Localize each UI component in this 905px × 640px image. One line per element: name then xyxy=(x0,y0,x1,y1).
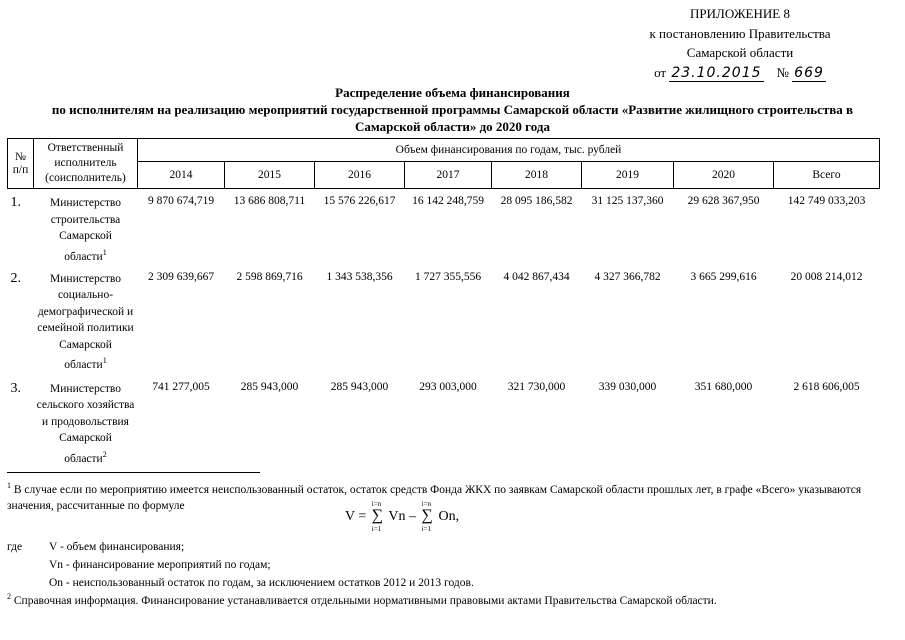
appendix-line-2: Самарской области xyxy=(686,45,794,60)
formula-term-vn: Vn – xyxy=(388,509,417,524)
where-vn: Vn - финансирование мероприятий по годам; xyxy=(49,559,271,571)
header-year-2015: 2015 xyxy=(225,162,315,189)
table-row xyxy=(8,265,880,375)
appendix-line-1: к постановлению Правительства xyxy=(649,25,831,41)
handwritten-number: 669 xyxy=(794,64,824,81)
row-value-2017: 16 142 248,759 xyxy=(412,195,484,207)
footnote-2-text: Справочная информация. Финансирование устанавливается отдельными нормативными правовыми актами Правительства Самарской области. xyxy=(13,594,717,607)
footnote-1-mark: 1 xyxy=(7,481,11,490)
sum-symbol: ∑ i=n i=1 xyxy=(421,500,433,533)
footnote-2-mark: 2 xyxy=(7,592,11,601)
header-executor: Ответственный исполнитель (соисполнитель) xyxy=(34,139,138,189)
row-value-2015: 13 686 808,711 xyxy=(233,195,306,207)
row-number: 1. xyxy=(10,195,21,210)
header-year-2020: 2020 xyxy=(674,162,774,189)
appendix-title: ПРИЛОЖЕНИЕ 8 xyxy=(690,6,790,21)
funding-table xyxy=(7,138,880,467)
row-value-2019: 4 327 366,782 xyxy=(594,270,661,283)
header-funding: Объем финансирования по годам, тыс. рублей xyxy=(138,139,880,162)
header-year-2018: 2018 xyxy=(492,162,582,189)
row-value-2018: 28 095 186,582 xyxy=(500,195,573,207)
formula-term-on: On, xyxy=(438,509,460,524)
where-on: On - неиспользованный остаток по годам, за исключением остатков 2012 и 2013 годов. xyxy=(49,577,474,589)
title-line-3: Самарской области» до 2020 года xyxy=(355,119,550,134)
formula-lhs: V = xyxy=(345,509,367,524)
row-value-2019: 339 030,000 xyxy=(598,380,657,393)
handwritten-date: 23.10.2015 xyxy=(671,64,762,81)
row-value-2014: 2 309 639,667 xyxy=(147,270,215,283)
row-number: 2. xyxy=(10,270,21,286)
from-label: от xyxy=(654,64,667,80)
footnote-ref: 2 xyxy=(102,449,107,459)
row-value-total: 20 008 214,012 xyxy=(790,270,863,283)
row-value-2018: 4 042 867,434 xyxy=(503,270,570,283)
where-label: где xyxy=(7,541,23,553)
row-executor: Министерство строительства Самарской области$^1$ xyxy=(50,197,121,263)
row-value-2016: 1 343 538,356 xyxy=(326,270,393,283)
formula xyxy=(345,500,505,537)
header-total: Всего xyxy=(774,162,880,189)
sum-symbol: ∑ i=n i=1 xyxy=(371,500,384,533)
row-value-2016: 15 576 226,617 xyxy=(323,195,396,207)
row-executor: Министерство сельского хозяйства и продовольствия Самарской области$^2$ xyxy=(36,382,135,465)
row-value-2018: 321 730,000 xyxy=(507,380,566,393)
row-value-2015: 285 943,000 xyxy=(240,380,299,393)
appendix-date-number xyxy=(640,63,840,84)
header-year-2017: 2017 xyxy=(405,162,492,189)
row-value-total: 142 749 033,203 xyxy=(787,195,866,207)
footnote-ref: 1 xyxy=(102,356,107,366)
row-value-2017: 293 003,000 xyxy=(419,380,477,393)
appendix-header xyxy=(640,4,840,83)
header-year-2019: 2019 xyxy=(582,162,674,189)
where-v: V - объем финансирования; xyxy=(49,541,185,553)
formula-legend xyxy=(7,538,474,592)
footnote-2 xyxy=(7,592,887,607)
row-value-2014: 741 277,005 xyxy=(152,380,210,393)
title-line-2: по исполнителям на реализацию мероприятий государственной программы Самарской области «Развитие жилищного строительства в xyxy=(51,102,854,117)
row-value-2014: 9 870 674,719 xyxy=(147,195,215,207)
row-value-total: 2 618 606,005 xyxy=(793,380,860,393)
table-row xyxy=(8,375,880,467)
footnote-ref: 1 xyxy=(102,247,107,257)
header-num: № п/п xyxy=(8,139,34,189)
row-value-2020: 29 628 367,950 xyxy=(687,195,760,207)
row-value-2019: 31 125 137,360 xyxy=(591,195,664,207)
row-value-2016: 285 943,000 xyxy=(330,380,389,393)
table-row xyxy=(8,189,880,265)
number-label: № xyxy=(776,64,789,80)
header-year-2014: 2014 xyxy=(138,162,225,189)
footnote-1-text: В случае если по мероприятию имеется неиспользованный остаток, остаток средств Фонда ЖКХ по заявкам Самарской области прошлых лет, в графе «Всего» указываются значения, рассчитанные по формуле xyxy=(7,483,862,512)
row-value-2017: 1 727 355,556 xyxy=(414,270,482,283)
row-executor: Министерство социально-демографической и семейной политики Самарской области$^1$ xyxy=(37,272,134,372)
row-value-2020: 3 665 299,616 xyxy=(690,270,757,283)
row-value-2015: 2 598 869,716 xyxy=(236,270,303,283)
footnote-divider xyxy=(7,472,260,473)
title-line-1: Распределение объема финансирования xyxy=(335,85,570,100)
row-number: 3. xyxy=(10,380,21,396)
document-title xyxy=(0,84,905,135)
header-year-2016: 2016 xyxy=(315,162,405,189)
row-value-2020: 351 680,000 xyxy=(694,380,753,393)
